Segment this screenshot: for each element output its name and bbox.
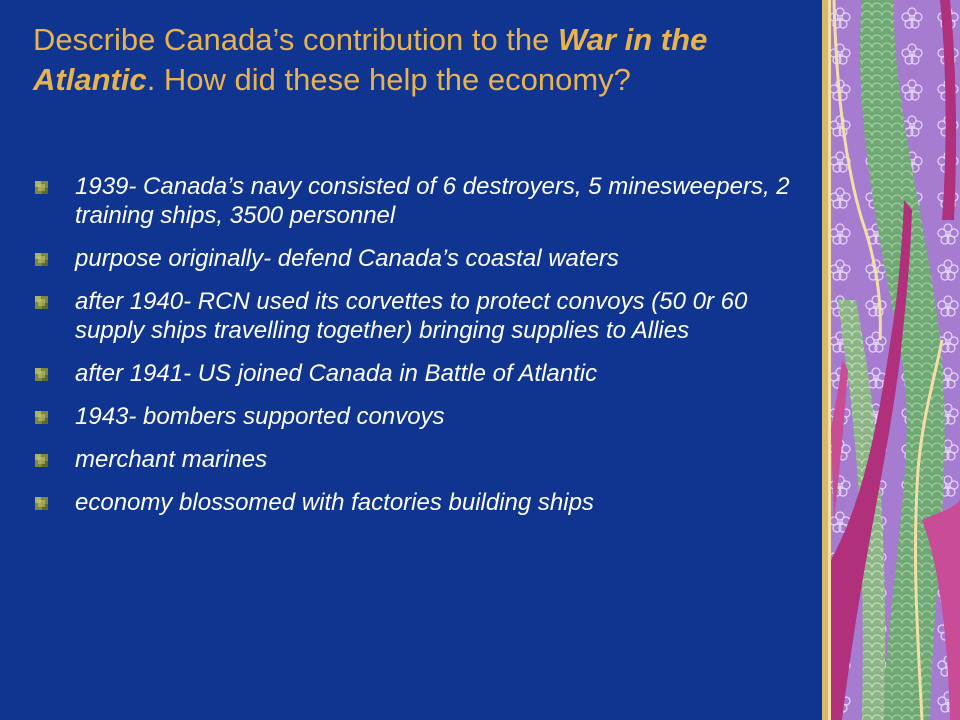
textured-square-bullet-icon <box>35 181 48 194</box>
bullet-item <box>33 445 803 474</box>
title-text-2: . How did these help the economy? <box>146 62 631 97</box>
floral-ribbon-pattern <box>822 0 960 720</box>
slide-title <box>33 20 813 100</box>
textured-square-bullet-icon <box>35 497 48 510</box>
textured-square-bullet-icon <box>35 411 48 424</box>
textured-square-bullet-icon <box>35 454 48 467</box>
bullet-item <box>33 172 803 230</box>
decorative-ribbon-panel <box>822 0 960 720</box>
bullet-text: economy blossomed with factories building ships <box>75 489 594 516</box>
bullet-text: 1939- Canada’s navy consisted of 6 destroyers, 5 minesweepers, 2 training ships, 3500 personnel <box>75 173 790 229</box>
title-emphasis: War in the Atlantic <box>33 22 708 97</box>
bullet-list <box>33 172 803 531</box>
bullet-text: 1943- bombers supported convoys <box>75 403 445 430</box>
bullet-text: after 1941- US joined Canada in Battle of Atlantic <box>75 360 598 387</box>
bullet-item <box>33 402 803 431</box>
bullet-item <box>33 244 803 273</box>
title-text-1: Describe Canada’s contribution to the <box>33 22 559 57</box>
bullet-text: after 1940- RCN used its corvettes to protect convoys (50 0r 60 supply ships travelling together) bringing supplies to Allies <box>75 288 748 344</box>
textured-square-bullet-icon <box>35 296 48 309</box>
bullet-item <box>33 488 803 517</box>
textured-square-bullet-icon <box>35 368 48 381</box>
bullet-text: merchant marines <box>75 446 268 473</box>
textured-square-bullet-icon <box>35 253 48 266</box>
bullet-item <box>33 359 803 388</box>
bullet-item <box>33 287 803 345</box>
bullet-text: purpose originally- defend Canada’s coastal waters <box>75 245 619 272</box>
